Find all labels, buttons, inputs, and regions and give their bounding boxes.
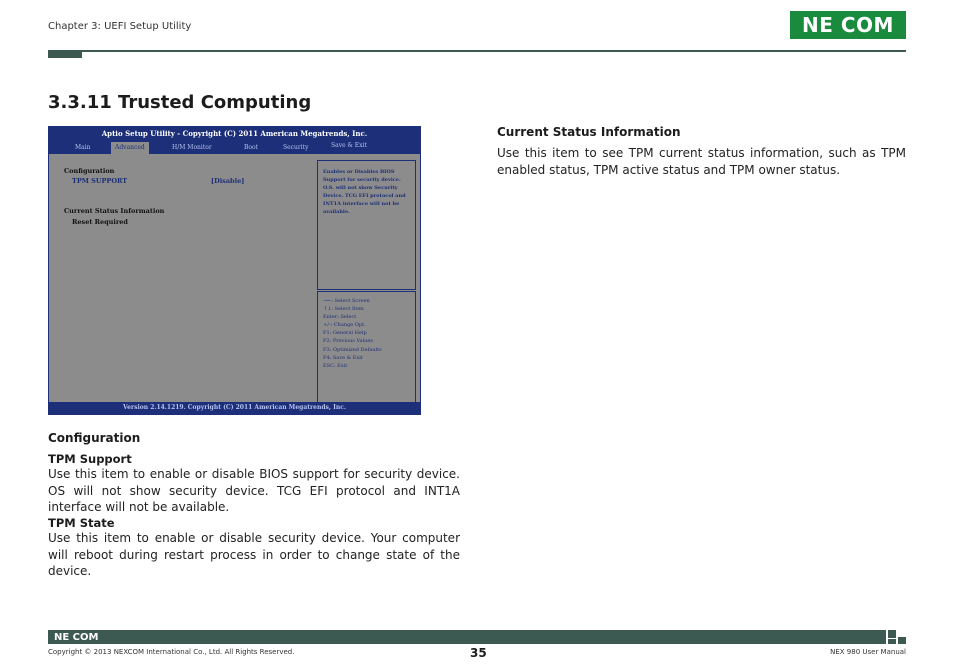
bios-screenshot: [48, 126, 421, 415]
footer-bar: [48, 630, 886, 644]
bios-help-pane: [317, 160, 416, 290]
bios-key-line: F2: Previous Values: [323, 338, 373, 345]
corner-squares-icon: [888, 630, 906, 644]
bios-reset-required: Reset Required: [72, 218, 128, 226]
nexcom-logo: [790, 11, 906, 39]
logo-text: NE COM: [802, 13, 894, 37]
tpm-support-text: Use this item to enable or disable BIOS support for security device. OS will not show security device. TCG EFI protocol and INT1A interface will not be available.: [48, 467, 460, 514]
bios-key-line: F3: Optimized Defaults: [323, 346, 382, 353]
bios-tab-boot: Boot: [244, 144, 259, 151]
bios-keys-pane: [317, 291, 416, 406]
bios-main-pane: [56, 160, 317, 408]
bios-config-heading: Configuration: [64, 167, 115, 175]
tpm-state-heading: TPM State: [48, 516, 115, 530]
bios-title: Aptio Setup Utility - Copyright (C) 2011 American Megatrends, Inc.: [49, 127, 420, 140]
bios-tab-main: Main: [75, 144, 91, 151]
footer-logo-text: NE COM: [54, 631, 99, 643]
copyright: Copyright © 2013 NEXCOM International Co., Ltd. All Rights Reserved.: [48, 648, 295, 656]
bios-tpm-support-value: [Disable]: [211, 177, 245, 185]
section-title: 3.3.11 Trusted Computing: [48, 92, 312, 113]
bios-tab-save-exit: Save & Exit: [331, 142, 367, 149]
header-rule: [48, 50, 906, 52]
bios-tab-security: Security: [283, 144, 309, 151]
chapter-label: Chapter 3: UEFI Setup Utility: [48, 21, 192, 32]
bios-status-heading: Current Status Information: [64, 207, 165, 215]
bios-key-line: ESC: Exit: [323, 362, 348, 369]
footer-logo: [48, 630, 104, 644]
bios-keys-list: [323, 297, 413, 370]
page-number: 35: [470, 646, 487, 660]
bios-key-line: ↑↓: Select Item: [323, 306, 364, 313]
bios-tab-bar: [49, 140, 420, 154]
header-block: [48, 50, 82, 58]
bios-key-line: F1: General Help: [323, 330, 367, 337]
bios-tab-hm-monitor: H/M Monitor: [172, 144, 212, 151]
tpm-support-heading: TPM Support: [48, 452, 132, 466]
bios-key-line: F4: Save & Exit: [323, 354, 363, 361]
bios-tpm-support-label: TPM SUPPORT: [72, 177, 128, 185]
manual-name: NEX 980 User Manual: [830, 648, 906, 656]
bios-key-line: →←: Select Screen: [323, 298, 370, 304]
bios-footer: Version 2.14.1219. Copyright (C) 2011 American Megatrends, Inc.: [49, 402, 420, 414]
current-status-heading: Current Status Information: [497, 125, 681, 139]
tpm-state-text: Use this item to enable or disable security device. Your computer will reboot during restart process in order to change state of the device.: [48, 531, 460, 578]
bios-key-line: Enter: Select: [323, 314, 357, 321]
bios-tab-advanced: Advanced: [111, 142, 149, 154]
configuration-heading: Configuration: [48, 431, 141, 445]
bios-help-text: Enables or Disables BIOS Support for security device. O.S. will not show Security Device. TCG EFI protocol and INT1A interface will not be available.: [323, 169, 406, 215]
bios-key-line: +/-: Change Opt.: [323, 322, 366, 329]
current-status-text: Use this item to see TPM current status information, such as TPM enabled status, TPM active status and TPM owner status.: [497, 146, 906, 177]
